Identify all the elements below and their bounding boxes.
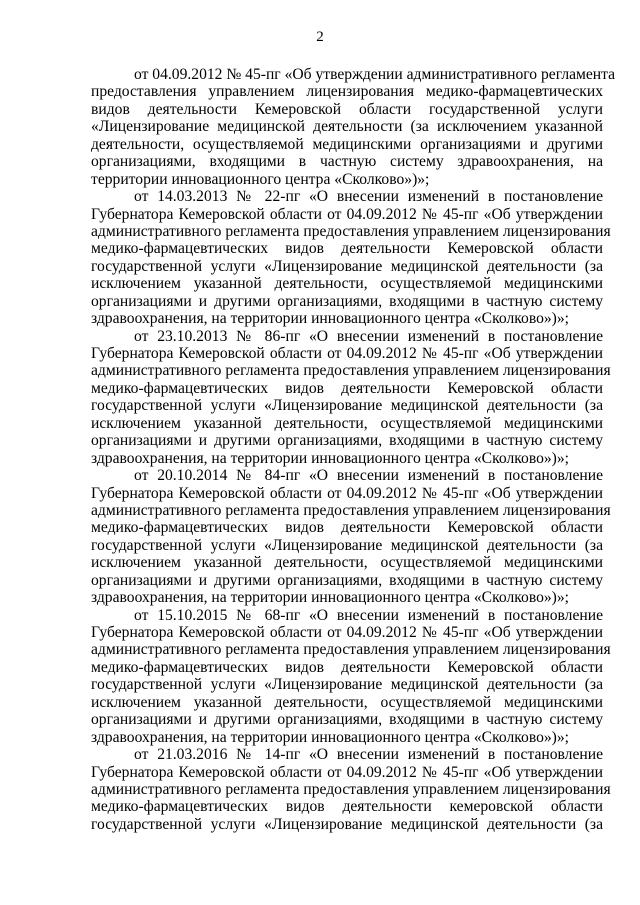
page-number: 2 bbox=[316, 29, 324, 45]
text-line: административного регламента предоставления управлением лицензирования bbox=[91, 362, 611, 380]
text-line: от 14.03.2013 № 22-пг «О внесении изменений в постановление bbox=[134, 188, 603, 206]
text-line: исключением указанной деятельности, осуществляемой медицинскими bbox=[91, 693, 603, 711]
text-line: организациями и другими организациями, входящими в частную систему bbox=[91, 711, 603, 729]
text-line: организациями и другими организациями, входящими в частную систему bbox=[91, 432, 603, 450]
text-line: от 20.10.2014 № 84-пг «О внесении изменений в постановление bbox=[134, 467, 603, 485]
text-line: территории инновационного центра «Сколково»)»; bbox=[91, 170, 430, 188]
text-line: Губернатора Кемеровской области от 04.09.2012 № 45-пг «Об утверждении bbox=[91, 484, 603, 502]
text-line: исключением указанной деятельности, осуществляемой медицинскими bbox=[91, 414, 603, 432]
text-line: медико-фармацевтических видов деятельности Кемеровской области bbox=[91, 379, 603, 397]
paragraph bbox=[91, 327, 611, 468]
text-line: медико-фармацевтических видов деятельности Кемеровской области bbox=[91, 658, 603, 676]
text-line: «Лицензирование медицинской деятельности (за исключением указанной bbox=[91, 118, 603, 136]
paragraph bbox=[91, 606, 611, 747]
text-line: от 23.10.2013 № 86-пг «О внесении изменений в постановление bbox=[134, 327, 603, 345]
text-line: медико-фармацевтических видов деятельности Кемеровской области bbox=[91, 519, 603, 537]
text-line: Губернатора Кемеровской области от 04.09.2012 № 45-пг «Об утверждении bbox=[91, 345, 603, 362]
paragraph bbox=[91, 467, 611, 607]
text-line: Губернатора Кемеровской области от 04.09.2012 № 45-пг «Об утверждении bbox=[91, 205, 603, 223]
text-line: государственной услуги «Лицензирование медицинской деятельности (за bbox=[91, 397, 603, 415]
paragraph bbox=[91, 746, 611, 833]
text-line: исключением указанной деятельности, осуществляемой медицинскими bbox=[91, 275, 603, 293]
document-body bbox=[91, 66, 616, 833]
text-line: деятельности, осуществляемой медицинскими организациями и другими bbox=[91, 135, 603, 153]
text-line: административного регламента предоставления управлением лицензирования bbox=[91, 222, 611, 240]
text-line: административного регламента предоставления управлением лицензирования bbox=[91, 780, 611, 798]
text-line: от 15.10.2015 № 68-пг «О внесении изменений в постановление bbox=[134, 606, 603, 624]
text-line: предоставления управлением лицензирования медико-фармацевтических bbox=[91, 83, 603, 101]
text-line: здравоохранения, на территории инновационного центра «Сколково»)»; bbox=[91, 449, 569, 467]
text-line: медико-фармацевтических видов деятельности кемеровской области bbox=[91, 798, 603, 816]
paragraph bbox=[91, 188, 611, 328]
text-line: здравоохранения, на территории инновационного центра «Сколково»)»; bbox=[91, 310, 569, 328]
text-line: административного регламента предоставления управлением лицензирования bbox=[91, 641, 611, 659]
text-line: исключением указанной деятельности, осуществляемой медицинскими bbox=[91, 554, 603, 572]
text-line: административного регламента предоставления управлением лицензирования bbox=[91, 501, 611, 519]
paragraph bbox=[91, 66, 616, 188]
text-line: Губернатора Кемеровской области от 04.09.2012 № 45-пг «Об утверждении bbox=[91, 624, 603, 641]
text-line: организациями и другими организациями, входящими в частную систему bbox=[91, 571, 603, 589]
text-line: от 21.03.2016 № 14-пг «О внесении изменений в постановление bbox=[134, 746, 603, 764]
text-line: государственной услуги «Лицензирование медицинской деятельности (за bbox=[91, 536, 603, 554]
text-line: организациями, входящими в частную систему здравоохранения, на bbox=[91, 153, 603, 171]
text-line: медико-фармацевтических видов деятельности Кемеровской области bbox=[91, 240, 603, 258]
text-line: государственной услуги «Лицензирование медицинской деятельности (за bbox=[91, 815, 603, 833]
text-line: от 04.09.2012 № 45-пг «Об утверждении административного регламента bbox=[134, 66, 616, 83]
text-line: здравоохранения, на территории инновационного центра «Сколково»)»; bbox=[91, 728, 569, 746]
text-line: государственной услуги «Лицензирование медицинской деятельности (за bbox=[91, 676, 603, 694]
text-line: здравоохранения, на территории инновационного центра «Сколково»)»; bbox=[91, 589, 569, 607]
text-line: видов деятельности Кемеровской области государственной услуги bbox=[91, 100, 603, 118]
text-line: организациями и другими организациями, входящими в частную систему bbox=[91, 292, 603, 310]
text-line: государственной услуги «Лицензирование медицинской деятельности (за bbox=[91, 257, 603, 275]
text-line: Губернатора Кемеровской области от 04.09.2012 № 45-пг «Об утверждении bbox=[91, 763, 603, 781]
